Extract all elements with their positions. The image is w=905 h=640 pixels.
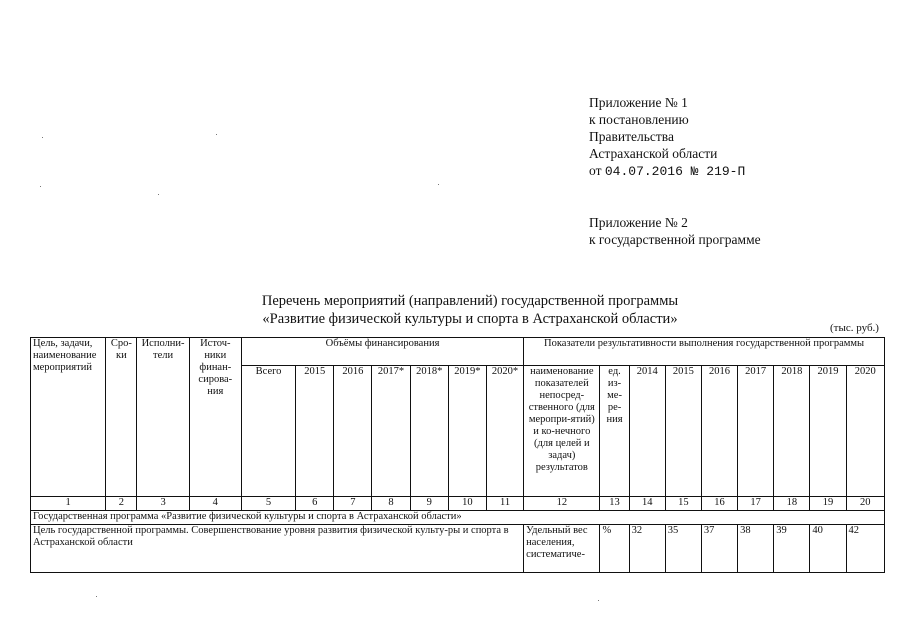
column-number: 10 xyxy=(448,497,486,511)
header-funding-year: 2016 xyxy=(334,366,372,497)
header-indicator-year: 2014 xyxy=(629,366,665,497)
header-indicator-unit: ед. из-ме-ре-ния xyxy=(600,366,629,497)
date-prefix: от xyxy=(589,163,602,178)
column-number: 20 xyxy=(846,497,884,511)
title-line-2: «Развитие физической культуры и спорта в Астраханской области» xyxy=(262,311,678,327)
program-row xyxy=(31,511,885,525)
title-line-1: Перечень мероприятий (направлений) государственной программы xyxy=(261,293,679,309)
header-funding-year: 2019* xyxy=(448,366,486,497)
column-number: 12 xyxy=(524,497,600,511)
column-number: 4 xyxy=(189,497,241,511)
column-number: 5 xyxy=(241,497,295,511)
goal-value: 37 xyxy=(701,525,737,573)
measures-table xyxy=(30,337,885,573)
column-number: 2 xyxy=(106,497,137,511)
scan-speck xyxy=(96,596,97,597)
units-label: (тыс. руб.) xyxy=(830,322,879,334)
header-indicator-year: 2020 xyxy=(846,366,884,497)
header-indicator-name: наименование показателей непосред-ственного (для меропри-ятий) и ко-нечного (для целей и задач) результатов xyxy=(524,366,600,497)
appendix-1-line: Астраханской области xyxy=(589,146,718,161)
goal-value: 42 xyxy=(846,525,884,573)
column-number: 17 xyxy=(738,497,774,511)
appendix-1-line: к постановлению xyxy=(589,112,689,127)
program-name: Государственная программа «Развитие физической культуры и спорта в Астраханской области» xyxy=(31,511,885,525)
header-funding-year: 2018* xyxy=(410,366,448,497)
goal-indicator-name: Удельный вес населения, систематиче- xyxy=(524,525,600,573)
header-indicators-group: Показатели результативности выполнения государственной программы xyxy=(524,338,885,366)
header-indicator-year: 2016 xyxy=(701,366,737,497)
appendix-2-block xyxy=(589,214,761,248)
column-number: 16 xyxy=(701,497,737,511)
column-number: 13 xyxy=(600,497,629,511)
goal-value: 39 xyxy=(774,525,810,573)
column-number: 15 xyxy=(665,497,701,511)
appendix-1-line: Правительства xyxy=(589,129,674,144)
header-terms: Сро-ки xyxy=(106,338,137,497)
header-funding-year: 2020* xyxy=(486,366,523,497)
column-number: 18 xyxy=(774,497,810,511)
header-funding-year: 2015 xyxy=(296,366,334,497)
column-number: 8 xyxy=(372,497,410,511)
scan-speck xyxy=(216,134,217,135)
goal-row xyxy=(31,525,885,573)
header-funding-total: Всего xyxy=(241,366,295,497)
scan-speck xyxy=(40,186,41,187)
appendix-2-line: Приложение № 2 xyxy=(589,215,688,230)
appendix-1-date xyxy=(589,162,745,180)
date-stamp: 04.07.2016 № 219-П xyxy=(604,164,746,179)
header-funding-year: 2017* xyxy=(372,366,410,497)
header-indicator-year: 2019 xyxy=(810,366,846,497)
column-number: 14 xyxy=(629,497,665,511)
column-number: 3 xyxy=(137,497,189,511)
goal-value: 32 xyxy=(629,525,665,573)
column-number: 11 xyxy=(486,497,523,511)
scan-speck xyxy=(42,137,43,138)
column-number: 1 xyxy=(31,497,106,511)
scan-speck xyxy=(598,600,599,601)
appendix-2-line: к государственной программе xyxy=(589,232,761,247)
column-number: 7 xyxy=(334,497,372,511)
column-number: 6 xyxy=(296,497,334,511)
header-funding-group: Объёмы финансирования xyxy=(241,338,523,366)
header-executors: Исполни-тели xyxy=(137,338,189,497)
column-number: 9 xyxy=(410,497,448,511)
column-number-row xyxy=(31,497,885,511)
goal-value: 38 xyxy=(738,525,774,573)
goal-value: 35 xyxy=(665,525,701,573)
appendix-1-block xyxy=(589,94,745,180)
header-sources: Источ-ники финан-сирова-ния xyxy=(189,338,241,497)
document-title xyxy=(190,292,750,328)
scan-speck xyxy=(158,194,159,195)
scan-speck xyxy=(438,184,439,185)
header-indicator-year: 2018 xyxy=(774,366,810,497)
header-indicator-year: 2017 xyxy=(738,366,774,497)
goal-text: Цель государственной программы. Совершенствование уровня развития физической культу-ры и спорта в Астраханской области xyxy=(31,525,524,573)
goal-value: 40 xyxy=(810,525,846,573)
goal-indicator-unit: % xyxy=(600,525,629,573)
column-number: 19 xyxy=(810,497,846,511)
header-indicator-year: 2015 xyxy=(665,366,701,497)
header-goal: Цель, задачи, наименование мероприятий xyxy=(31,338,106,497)
appendix-1-line: Приложение № 1 xyxy=(589,95,688,110)
